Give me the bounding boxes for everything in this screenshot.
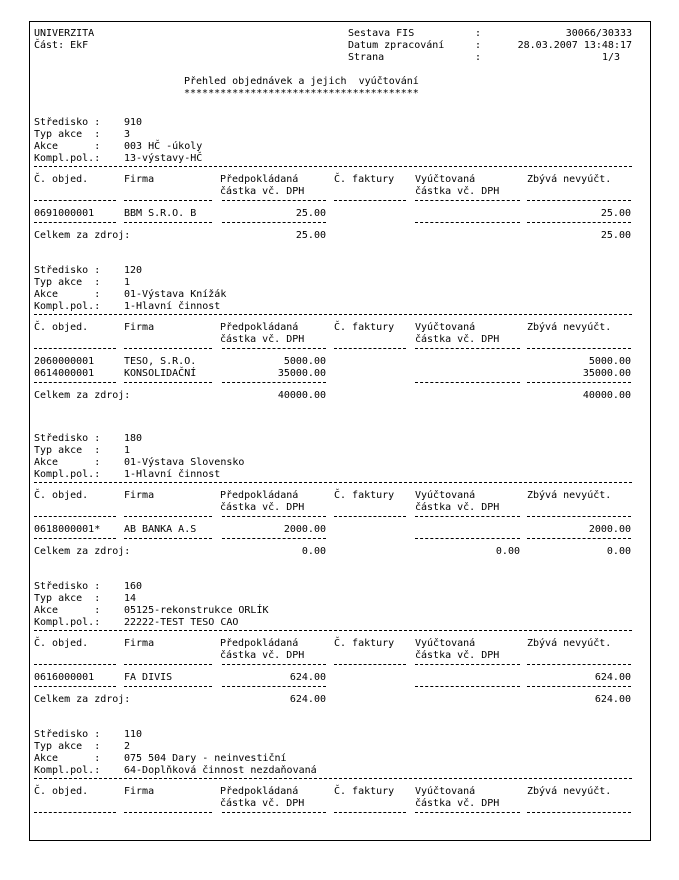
- header-underline: [222, 812, 326, 813]
- col-expected-header: Předpokládaná: [220, 638, 299, 649]
- col-billed-header: Vyúčtovaná: [415, 322, 476, 333]
- header-underline: [415, 516, 520, 517]
- col-remaining-header: Zbývá nevyúčt.: [527, 786, 612, 797]
- kompl-label: Kompl.pol.:: [34, 617, 101, 628]
- remaining-amount: 35000.00: [582, 368, 631, 379]
- col-billed-header: Vyúčtovaná: [415, 786, 476, 797]
- subtotal-underline: [124, 382, 212, 383]
- header-underline: [334, 348, 406, 349]
- col-company-header: Firma: [124, 174, 155, 185]
- col-company-header: Firma: [124, 322, 155, 333]
- col-remaining-header: Zbývá nevyúčt.: [527, 638, 612, 649]
- col-order-header: Č. objed.: [34, 174, 89, 185]
- col-order-header: Č. objed.: [34, 786, 89, 797]
- order-number: 2060000001: [34, 356, 95, 367]
- center-value: 160: [124, 581, 143, 592]
- col-invoice-header: Č. faktury: [334, 490, 395, 501]
- col-billed-header-2: částka vč. DPH: [415, 334, 500, 345]
- section-rule: [34, 314, 632, 315]
- col-billed-header: Vyúčtovaná: [415, 490, 476, 501]
- header-underline: [527, 348, 631, 349]
- report-page: [29, 21, 651, 841]
- center-value: 910: [124, 117, 143, 128]
- col-invoice-header: Č. faktury: [334, 174, 395, 185]
- subtotal-underline: [124, 222, 212, 223]
- col-invoice-header: Č. faktury: [334, 322, 395, 333]
- subtotal-underline: [527, 686, 631, 687]
- date-colon: :: [475, 40, 482, 51]
- subtotal-underline: [34, 538, 116, 539]
- total-label: Celkem za zdroj:: [34, 390, 131, 401]
- col-expected-header-2: částka vč. DPH: [220, 186, 305, 197]
- subtotal-underline: [124, 686, 212, 687]
- header-underline: [124, 348, 212, 349]
- kompl-label: Kompl.pol.:: [34, 153, 101, 164]
- org-part: Část: EkF: [34, 40, 89, 51]
- company-name: BBM S.R.O. B: [124, 208, 197, 219]
- expected-amount: 2000.00: [283, 524, 326, 535]
- action-label: Akce :: [34, 753, 101, 764]
- total-remaining: 40000.00: [582, 390, 631, 401]
- subtotal-underline: [34, 222, 116, 223]
- header-underline: [527, 200, 631, 201]
- total-label: Celkem za zdroj:: [34, 546, 131, 557]
- subtotal-underline: [222, 222, 326, 223]
- col-expected-header-2: částka vč. DPH: [220, 334, 305, 345]
- kompl-value: 13-výstavy-HČ: [124, 153, 203, 164]
- action-label: Akce :: [34, 289, 101, 300]
- header-underline: [415, 200, 520, 201]
- total-remaining: 25.00: [600, 230, 631, 241]
- action-type-value: 14: [124, 593, 137, 604]
- header-underline: [527, 664, 631, 665]
- center-value: 180: [124, 433, 143, 444]
- header-underline: [334, 812, 406, 813]
- subtotal-underline: [415, 382, 520, 383]
- header-underline: [34, 348, 116, 349]
- header-underline: [34, 812, 116, 813]
- action-type-label: Typ akce :: [34, 445, 101, 456]
- action-value: 01-Výstava Knížák: [124, 289, 227, 300]
- total-label: Celkem za zdroj:: [34, 694, 131, 705]
- action-type-label: Typ akce :: [34, 741, 101, 752]
- header-underline: [34, 516, 116, 517]
- center-label: Středisko :: [34, 729, 101, 740]
- action-label: Akce :: [34, 141, 101, 152]
- page-colon: :: [475, 52, 482, 63]
- kompl-value: 64-Doplňková činnost nezdaňovaná: [124, 765, 317, 776]
- section-rule: [34, 482, 632, 483]
- header-underline: [527, 516, 631, 517]
- col-expected-header: Předpokládaná: [220, 786, 299, 797]
- order-number: 0691000001: [34, 208, 95, 219]
- col-billed-header: Vyúčtovaná: [415, 638, 476, 649]
- report-title: Přehled objednávek a jejich vyúčtování: [184, 76, 419, 87]
- total-expected: 25.00: [295, 230, 326, 241]
- total-expected: 0.00: [301, 546, 326, 557]
- col-company-header: Firma: [124, 638, 155, 649]
- header-underline: [124, 664, 212, 665]
- col-billed-header-2: částka vč. DPH: [415, 186, 500, 197]
- kompl-value: 1-Hlavní činnost: [124, 469, 221, 480]
- subtotal-underline: [222, 538, 326, 539]
- header-underline: [124, 200, 212, 201]
- subtotal-underline: [527, 382, 631, 383]
- col-billed-header: Vyúčtovaná: [415, 174, 476, 185]
- action-type-label: Typ akce :: [34, 593, 101, 604]
- section-rule: [34, 630, 632, 631]
- subtotal-underline: [415, 538, 520, 539]
- total-remaining: 0.00: [606, 546, 631, 557]
- expected-amount: 35000.00: [277, 368, 326, 379]
- report-value: 30066/30333: [565, 28, 632, 39]
- action-value: 01-Výstava Slovensko: [124, 457, 245, 468]
- kompl-label: Kompl.pol.:: [34, 301, 101, 312]
- col-expected-header-2: částka vč. DPH: [220, 650, 305, 661]
- col-billed-header-2: částka vč. DPH: [415, 650, 500, 661]
- center-value: 110: [124, 729, 143, 740]
- col-expected-header-2: částka vč. DPH: [220, 502, 305, 513]
- center-value: 120: [124, 265, 143, 276]
- center-label: Středisko :: [34, 581, 101, 592]
- col-order-header: Č. objed.: [34, 322, 89, 333]
- action-type-value: 1: [124, 445, 131, 456]
- date-label: Datum zpracování: [348, 40, 445, 51]
- remaining-amount: 25.00: [600, 208, 631, 219]
- header-underline: [334, 516, 406, 517]
- subtotal-underline: [527, 538, 631, 539]
- report-colon: :: [475, 28, 482, 39]
- kompl-label: Kompl.pol.:: [34, 469, 101, 480]
- col-remaining-header: Zbývá nevyúčt.: [527, 322, 612, 333]
- page-value: 1/3: [601, 52, 620, 63]
- header-underline: [124, 516, 212, 517]
- center-label: Středisko :: [34, 117, 101, 128]
- col-company-header: Firma: [124, 786, 155, 797]
- subtotal-underline: [222, 382, 326, 383]
- action-type-value: 3: [124, 129, 131, 140]
- total-label: Celkem za zdroj:: [34, 230, 131, 241]
- col-invoice-header: Č. faktury: [334, 786, 395, 797]
- total-remaining: 624.00: [594, 694, 631, 705]
- section-rule: [34, 778, 632, 779]
- total-expected: 624.00: [289, 694, 326, 705]
- col-invoice-header: Č. faktury: [334, 638, 395, 649]
- header-underline: [415, 664, 520, 665]
- order-number: 0614000001: [34, 368, 95, 379]
- header-underline: [222, 664, 326, 665]
- action-value: 003 HČ -úkoly: [124, 141, 203, 152]
- header-underline: [222, 516, 326, 517]
- expected-amount: 5000.00: [283, 356, 326, 367]
- col-remaining-header: Zbývá nevyúčt.: [527, 490, 612, 501]
- center-label: Středisko :: [34, 265, 101, 276]
- total-expected: 40000.00: [277, 390, 326, 401]
- action-label: Akce :: [34, 457, 101, 468]
- company-name: TESO, S.R.O.: [124, 356, 197, 367]
- subtotal-underline: [34, 382, 116, 383]
- remaining-amount: 2000.00: [588, 524, 631, 535]
- order-number: 0618000001*: [34, 524, 101, 535]
- expected-amount: 624.00: [289, 672, 326, 683]
- col-order-header: Č. objed.: [34, 490, 89, 501]
- col-expected-header: Předpokládaná: [220, 490, 299, 501]
- header-underline: [34, 200, 116, 201]
- action-type-value: 2: [124, 741, 131, 752]
- header-underline: [222, 200, 326, 201]
- header-underline: [34, 664, 116, 665]
- subtotal-underline: [415, 222, 520, 223]
- header-underline: [334, 664, 406, 665]
- report-label: Sestava FIS: [348, 28, 415, 39]
- col-billed-header-2: částka vč. DPH: [415, 798, 500, 809]
- title-underline: ***************************************: [184, 88, 419, 99]
- kompl-label: Kompl.pol.:: [34, 765, 101, 776]
- col-order-header: Č. objed.: [34, 638, 89, 649]
- order-number: 0616000001: [34, 672, 95, 683]
- remaining-amount: 5000.00: [588, 356, 631, 367]
- kompl-value: 1-Hlavní činnost: [124, 301, 221, 312]
- subtotal-underline: [415, 686, 520, 687]
- subtotal-underline: [527, 222, 631, 223]
- remaining-amount: 624.00: [594, 672, 631, 683]
- subtotal-underline: [222, 686, 326, 687]
- expected-amount: 25.00: [295, 208, 326, 219]
- header-underline: [415, 348, 520, 349]
- action-type-label: Typ akce :: [34, 277, 101, 288]
- col-company-header: Firma: [124, 490, 155, 501]
- org-name: UNIVERZITA: [34, 28, 95, 39]
- col-remaining-header: Zbývá nevyúčt.: [527, 174, 612, 185]
- subtotal-underline: [124, 538, 212, 539]
- center-label: Středisko :: [34, 433, 101, 444]
- header-underline: [334, 200, 406, 201]
- action-type-value: 1: [124, 277, 131, 288]
- company-name: AB BANKA A.S: [124, 524, 197, 535]
- page-label: Strana: [348, 52, 385, 63]
- company-name: KONSOLIDAČNÍ: [124, 368, 197, 379]
- action-value: 075 504 Dary - neinvestiční: [124, 753, 287, 764]
- company-name: FA DIVIS: [124, 672, 173, 683]
- header-underline: [527, 812, 631, 813]
- date-value: 28.03.2007 13:48:17: [517, 40, 632, 51]
- subtotal-underline: [34, 686, 116, 687]
- total-billed: 0.00: [495, 546, 520, 557]
- col-expected-header-2: částka vč. DPH: [220, 798, 305, 809]
- header-underline: [124, 812, 212, 813]
- header-underline: [415, 812, 520, 813]
- action-value: 05125-rekonstrukce ORLÍK: [124, 605, 269, 616]
- kompl-value: 22222-TEST TESO CAO: [124, 617, 239, 628]
- header-underline: [222, 348, 326, 349]
- col-billed-header-2: částka vč. DPH: [415, 502, 500, 513]
- section-rule: [34, 166, 632, 167]
- col-expected-header: Předpokládaná: [220, 322, 299, 333]
- action-type-label: Typ akce :: [34, 129, 101, 140]
- action-label: Akce :: [34, 605, 101, 616]
- col-expected-header: Předpokládaná: [220, 174, 299, 185]
